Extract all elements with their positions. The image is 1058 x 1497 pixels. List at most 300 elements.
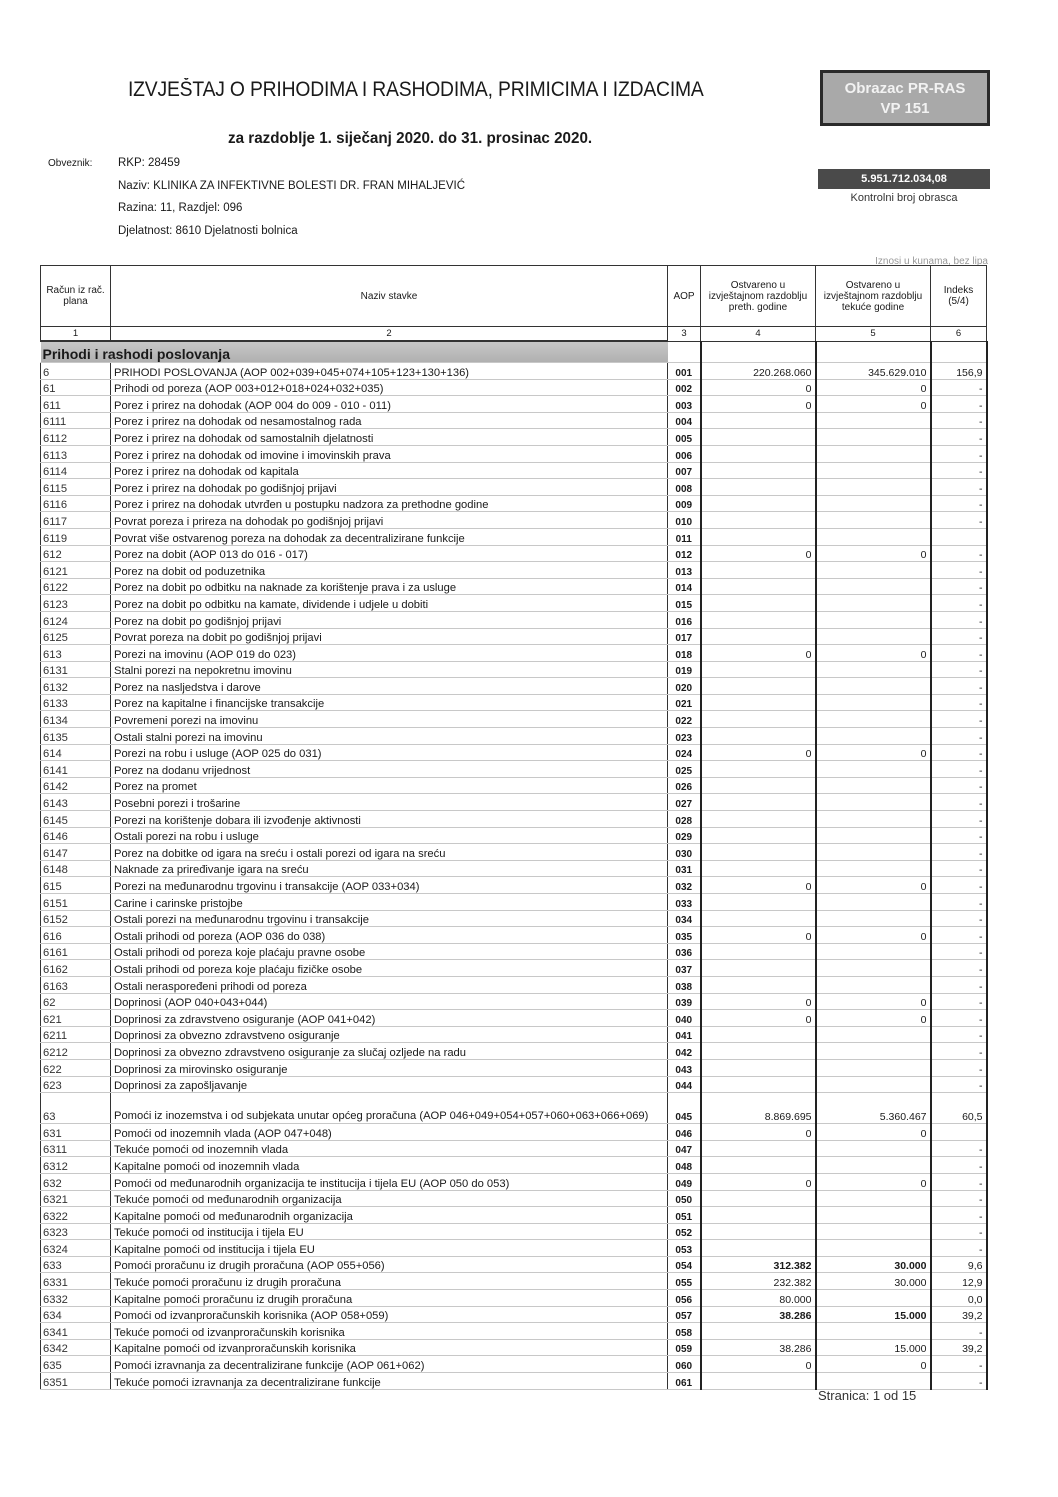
account-cell: 6323: [41, 1223, 111, 1240]
account-cell: 6351: [41, 1373, 111, 1390]
curr-year-value: 0: [816, 645, 931, 662]
aop-cell: 048: [668, 1157, 701, 1174]
curr-year-value: [816, 1059, 931, 1076]
table-row: [41, 512, 987, 529]
form-code-line2: VP 151: [880, 100, 930, 117]
account-cell: 6142: [41, 777, 111, 794]
account-cell: 6119: [41, 528, 111, 545]
prev-year-value: [701, 1026, 816, 1043]
aop-cell: 010: [668, 512, 701, 529]
table-row: [41, 661, 987, 678]
item-name-cell: Doprinosi za obvezno zdravstveno osiguranje: [111, 1026, 668, 1043]
item-name-cell: Kapitalne pomoći proračunu iz drugih proračuna: [111, 1290, 668, 1307]
prev-year-value: [701, 1043, 816, 1060]
item-name-cell: Ostali prihodi od poreza (AOP 036 do 038): [111, 927, 668, 944]
aop-cell: 008: [668, 479, 701, 496]
index-value: -: [931, 396, 987, 413]
account-cell: 632: [41, 1173, 111, 1190]
account-cell: 613: [41, 645, 111, 662]
prev-year-value: [701, 595, 816, 612]
aop-cell: 040: [668, 1010, 701, 1027]
item-name-cell: Kapitalne pomoći od izvanproračunskih korisnika: [111, 1339, 668, 1356]
aop-cell: 045: [668, 1093, 701, 1124]
index-value: -: [931, 445, 987, 462]
item-name-cell: Porez na promet: [111, 777, 668, 794]
curr-year-value: 30.000: [816, 1273, 931, 1290]
index-value: -: [931, 1190, 987, 1207]
curr-year-value: [816, 976, 931, 993]
units-note: Iznosi u kunama, bez lipa: [875, 256, 988, 267]
item-name-cell: Pomoći iz inozemstva i od subjekata unutar općeg proračuna (AOP 046+049+054+057+060+063+066+069): [111, 1093, 668, 1124]
aop-cell: 053: [668, 1240, 701, 1257]
account-cell: 6143: [41, 794, 111, 811]
prev-year-value: [701, 910, 816, 927]
aop-cell: 015: [668, 595, 701, 612]
table-row: [41, 611, 987, 628]
col-header-prev-year: Ostvareno u izvještajnom razdoblju preth. godine: [701, 266, 816, 327]
index-value: [931, 1124, 987, 1141]
aop-cell: 059: [668, 1339, 701, 1356]
prev-year-value: [701, 445, 816, 462]
table-row: [41, 877, 987, 894]
item-name-cell: Porezi na međunarodnu trgovinu i transakcije (AOP 033+034): [111, 877, 668, 894]
account-cell: 6145: [41, 811, 111, 828]
item-name-cell: Povrat poreza na dobit po godišnjoj prijavi: [111, 628, 668, 645]
index-value: -: [931, 744, 987, 761]
prev-year-value: 0: [701, 1124, 816, 1141]
aop-cell: 046: [668, 1124, 701, 1141]
account-cell: 6163: [41, 976, 111, 993]
aop-cell: 047: [668, 1140, 701, 1157]
aop-cell: 032: [668, 877, 701, 894]
curr-year-value: [816, 661, 931, 678]
account-cell: 6152: [41, 910, 111, 927]
item-name-cell: Doprinosi za zapošljavanje: [111, 1076, 668, 1093]
curr-year-value: [816, 1323, 931, 1340]
curr-year-value: [816, 844, 931, 861]
table-row: [41, 894, 987, 911]
item-name-cell: Ostali porezi na robu i usluge: [111, 827, 668, 844]
curr-year-value: [816, 578, 931, 595]
prev-year-value: [701, 777, 816, 794]
index-value: -: [931, 860, 987, 877]
prev-year-value: [701, 429, 816, 446]
account-cell: 6116: [41, 495, 111, 512]
prev-year-value: [701, 1373, 816, 1390]
curr-year-value: [816, 1157, 931, 1174]
curr-year-value: 0: [816, 993, 931, 1010]
prev-year-value: 8.869.695: [701, 1093, 816, 1124]
aop-cell: 039: [668, 993, 701, 1010]
aop-cell: 007: [668, 462, 701, 479]
account-cell: 634: [41, 1306, 111, 1323]
account-cell: 6331: [41, 1273, 111, 1290]
prev-year-value: [701, 628, 816, 645]
account-cell: 6131: [41, 661, 111, 678]
index-value: -: [931, 429, 987, 446]
item-name-cell: Pomoći od izvanproračunskih korisnika (AOP 058+059): [111, 1306, 668, 1323]
table-row: [41, 910, 987, 927]
curr-year-value: [816, 628, 931, 645]
aop-cell: 061: [668, 1373, 701, 1390]
item-name-cell: Posebni porezi i trošarine: [111, 794, 668, 811]
index-value: -: [931, 960, 987, 977]
account-cell: 6161: [41, 943, 111, 960]
table-row: [41, 363, 987, 380]
table-row: [41, 694, 987, 711]
index-value: -: [931, 694, 987, 711]
prev-year-value: [701, 562, 816, 579]
aop-cell: 004: [668, 412, 701, 429]
aop-cell: 060: [668, 1356, 701, 1373]
index-value: -: [931, 379, 987, 396]
account-cell: 6122: [41, 578, 111, 595]
prev-year-value: [701, 860, 816, 877]
table-row: [41, 1323, 987, 1340]
index-value: 39,2: [931, 1339, 987, 1356]
prev-year-value: [701, 462, 816, 479]
item-name-cell: Naknade za priređivanje igara na sreću: [111, 860, 668, 877]
index-value: -: [931, 578, 987, 595]
aop-cell: 022: [668, 711, 701, 728]
index-value: -: [931, 661, 987, 678]
prev-year-value: [701, 528, 816, 545]
item-name-cell: Tekuće pomoći od međunarodnih organizacija: [111, 1190, 668, 1207]
section-row: [41, 341, 987, 363]
aop-cell: 052: [668, 1223, 701, 1240]
item-name-cell: Porez i prirez na dohodak od nesamostalnog rada: [111, 412, 668, 429]
table-row: [41, 1256, 987, 1273]
item-name-cell: Kapitalne pomoći od međunarodnih organizacija: [111, 1207, 668, 1224]
table-row: [41, 495, 987, 512]
aop-cell: 028: [668, 811, 701, 828]
item-name-cell: Doprinosi (AOP 040+043+044): [111, 993, 668, 1010]
prev-year-value: [701, 794, 816, 811]
index-value: -: [931, 1173, 987, 1190]
col-header-index: Indeks (5/4): [931, 266, 987, 327]
col-num-6: 6: [931, 327, 987, 342]
item-name-cell: Ostali prihodi od poreza koje plaćaju pravne osobe: [111, 943, 668, 960]
item-name-cell: Doprinosi za mirovinsko osiguranje: [111, 1059, 668, 1076]
aop-cell: 035: [668, 927, 701, 944]
index-value: -: [931, 910, 987, 927]
curr-year-value: [816, 827, 931, 844]
account-cell: 631: [41, 1124, 111, 1141]
index-value: -: [931, 545, 987, 562]
account-cell: 633: [41, 1256, 111, 1273]
account-cell: 6212: [41, 1043, 111, 1060]
account-cell: 6117: [41, 512, 111, 529]
table-row: [41, 1076, 987, 1093]
table-row: [41, 993, 987, 1010]
account-cell: 612: [41, 545, 111, 562]
item-name-cell: Kapitalne pomoći od institucija i tijela EU: [111, 1240, 668, 1257]
account-cell: 616: [41, 927, 111, 944]
item-name-cell: Ostali neraspoređeni prihodi od poreza: [111, 976, 668, 993]
curr-year-value: 0: [816, 1010, 931, 1027]
prev-year-value: [701, 728, 816, 745]
item-name-cell: Porez na nasljedstva i darove: [111, 678, 668, 695]
account-cell: 6151: [41, 894, 111, 911]
account-cell: 622: [41, 1059, 111, 1076]
aop-cell: 001: [668, 363, 701, 380]
account-cell: 6162: [41, 960, 111, 977]
table-row: [41, 811, 987, 828]
taxpayer-rkp: RKP: 28459: [118, 157, 181, 169]
item-name-cell: Porez na dodanu vrijednost: [111, 761, 668, 778]
aop-cell: 031: [668, 860, 701, 877]
curr-year-value: [816, 479, 931, 496]
curr-year-value: [816, 1076, 931, 1093]
curr-year-value: [816, 960, 931, 977]
table-row: [41, 844, 987, 861]
account-cell: 6146: [41, 827, 111, 844]
account-cell: 6: [41, 363, 111, 380]
table-row: [41, 761, 987, 778]
index-value: -: [931, 1240, 987, 1257]
aop-cell: 029: [668, 827, 701, 844]
col-num-1: 1: [41, 327, 111, 342]
account-cell: 6148: [41, 860, 111, 877]
prev-year-value: [701, 694, 816, 711]
account-cell: 6312: [41, 1157, 111, 1174]
curr-year-value: [816, 943, 931, 960]
col-header-account: Račun iz rač. plana: [41, 266, 111, 327]
table-row: [41, 1290, 987, 1307]
account-cell: 6342: [41, 1339, 111, 1356]
curr-year-value: [816, 811, 931, 828]
table-row: [41, 528, 987, 545]
index-value: -: [931, 1157, 987, 1174]
index-value: -: [931, 479, 987, 496]
account-cell: 6211: [41, 1026, 111, 1043]
aop-cell: 041: [668, 1026, 701, 1043]
form-code-line1: Obrazac PR-RAS: [844, 80, 966, 97]
aop-cell: 017: [668, 628, 701, 645]
col-num-4: 4: [701, 327, 816, 342]
table-row: [41, 711, 987, 728]
account-cell: 62: [41, 993, 111, 1010]
account-cell: 6311: [41, 1140, 111, 1157]
prev-year-value: [701, 1323, 816, 1340]
prev-year-value: 0: [701, 1173, 816, 1190]
curr-year-value: [816, 860, 931, 877]
index-value: -: [931, 1207, 987, 1224]
index-value: -: [931, 1026, 987, 1043]
table-row: [41, 927, 987, 944]
control-number-label: Kontrolni broj obrasca: [850, 192, 958, 204]
account-cell: 6341: [41, 1323, 111, 1340]
index-value: -: [931, 777, 987, 794]
index-value: -: [931, 844, 987, 861]
index-value: -: [931, 927, 987, 944]
aop-cell: 026: [668, 777, 701, 794]
item-name-cell: Doprinosi za obvezno zdravstveno osiguranje za slučaj ozljede na radu: [111, 1043, 668, 1060]
curr-year-value: 15.000: [816, 1306, 931, 1323]
aop-cell: 002: [668, 379, 701, 396]
aop-cell: 005: [668, 429, 701, 446]
aop-cell: 058: [668, 1323, 701, 1340]
table-row: [41, 1273, 987, 1290]
prev-year-value: [701, 611, 816, 628]
aop-cell: 036: [668, 943, 701, 960]
index-value: -: [931, 1140, 987, 1157]
table-row: [41, 578, 987, 595]
prev-year-value: [701, 495, 816, 512]
table-row: [41, 1059, 987, 1076]
item-name-cell: Porez i prirez na dohodak od samostalnih djelatnosti: [111, 429, 668, 446]
prev-year-value: [701, 1076, 816, 1093]
prev-year-value: [701, 811, 816, 828]
col-num-5: 5: [816, 327, 931, 342]
prev-year-value: 0: [701, 379, 816, 396]
item-name-cell: Pomoći izravnanja za decentralizirane funkcije (AOP 061+062): [111, 1356, 668, 1373]
aop-cell: 003: [668, 396, 701, 413]
account-cell: 6135: [41, 728, 111, 745]
item-name-cell: Porezi na imovinu (AOP 019 do 023): [111, 645, 668, 662]
table-row: [41, 545, 987, 562]
item-name-cell: Pomoći od međunarodnih organizacija te institucija i tijela EU (AOP 050 do 053): [111, 1173, 668, 1190]
aop-cell: 033: [668, 894, 701, 911]
curr-year-value: [816, 1290, 931, 1307]
prev-year-value: [701, 512, 816, 529]
curr-year-value: [816, 562, 931, 579]
item-name-cell: Porezi na korištenje dobara ili izvođenje aktivnosti: [111, 811, 668, 828]
item-name-cell: Porez i prirez na dohodak od kapitala: [111, 462, 668, 479]
index-value: -: [931, 976, 987, 993]
curr-year-value: [816, 694, 931, 711]
table-row: [41, 777, 987, 794]
table-row: [41, 1240, 987, 1257]
aop-cell: 006: [668, 445, 701, 462]
prev-year-value: 0: [701, 645, 816, 662]
account-cell: 6125: [41, 628, 111, 645]
table-row: [41, 943, 987, 960]
curr-year-value: 0: [816, 927, 931, 944]
index-value: -: [931, 1223, 987, 1240]
aop-cell: 051: [668, 1207, 701, 1224]
table-header-row: [41, 266, 987, 327]
prev-year-value: [701, 578, 816, 595]
prev-year-value: 0: [701, 744, 816, 761]
item-name-cell: Tekuće pomoći izravnanja za decentralizirane funkcije: [111, 1373, 668, 1390]
account-cell: 621: [41, 1010, 111, 1027]
account-cell: 6322: [41, 1207, 111, 1224]
item-name-cell: Porez i prirez na dohodak utvrđen u postupku nadzora za prethodne godine: [111, 495, 668, 512]
prev-year-value: [701, 1157, 816, 1174]
item-name-cell: PRIHODI POSLOVANJA (AOP 002+039+045+074+105+123+130+136): [111, 363, 668, 380]
aop-cell: 019: [668, 661, 701, 678]
item-name-cell: Pomoći proračunu iz drugih proračuna (AOP 055+056): [111, 1256, 668, 1273]
index-value: 9,6: [931, 1256, 987, 1273]
prev-year-value: 38.286: [701, 1306, 816, 1323]
aop-cell: 056: [668, 1290, 701, 1307]
account-cell: 6133: [41, 694, 111, 711]
table-row: [41, 1373, 987, 1390]
account-cell: 6123: [41, 595, 111, 612]
curr-year-value: [816, 761, 931, 778]
prev-year-value: [701, 711, 816, 728]
index-value: -: [931, 943, 987, 960]
index-value: -: [931, 678, 987, 695]
prev-year-value: [701, 960, 816, 977]
index-value: -: [931, 1356, 987, 1373]
item-name-cell: Carine i carinske pristojbe: [111, 894, 668, 911]
table-row: [41, 1093, 987, 1124]
col-num-3: 3: [668, 327, 701, 342]
control-number: 5.951.712.034,08: [818, 169, 990, 189]
prev-year-value: 0: [701, 545, 816, 562]
index-value: 60,5: [931, 1093, 987, 1124]
item-name-cell: Stalni porezi na nepokretnu imovinu: [111, 661, 668, 678]
form-code-box: [820, 70, 990, 126]
index-value: -: [931, 1323, 987, 1340]
aop-cell: 013: [668, 562, 701, 579]
aop-cell: 038: [668, 976, 701, 993]
index-value: -: [931, 1043, 987, 1060]
account-cell: 6114: [41, 462, 111, 479]
table-row: [41, 412, 987, 429]
curr-year-value: [816, 777, 931, 794]
index-value: -: [931, 1373, 987, 1390]
aop-cell: 012: [668, 545, 701, 562]
item-name-cell: Porez na dobit po odbitku na naknade za korištenje prava i za usluge: [111, 578, 668, 595]
curr-year-value: 0: [816, 379, 931, 396]
curr-year-value: 0: [816, 877, 931, 894]
table-row: [41, 479, 987, 496]
index-value: -: [931, 761, 987, 778]
col-header-name: Naziv stavke: [111, 266, 668, 327]
curr-year-value: 0: [816, 1356, 931, 1373]
index-value: -: [931, 993, 987, 1010]
prev-year-value: 80.000: [701, 1290, 816, 1307]
table-row: [41, 1306, 987, 1323]
prev-year-value: [701, 661, 816, 678]
item-name-cell: Porez i prirez na dohodak od imovine i imovinskih prava: [111, 445, 668, 462]
index-value: -: [931, 595, 987, 612]
curr-year-value: [816, 611, 931, 628]
table-row: [41, 595, 987, 612]
aop-cell: 018: [668, 645, 701, 662]
prev-year-value: [701, 844, 816, 861]
curr-year-value: [816, 1043, 931, 1060]
account-cell: 63: [41, 1093, 111, 1124]
account-cell: 635: [41, 1356, 111, 1373]
prev-year-value: [701, 1240, 816, 1257]
index-value: -: [931, 877, 987, 894]
account-cell: 6141: [41, 761, 111, 778]
index-value: -: [931, 894, 987, 911]
prev-year-value: [701, 1059, 816, 1076]
section-title: Prihodi i rashodi poslovanja: [41, 341, 668, 363]
table-row: [41, 429, 987, 446]
aop-cell: 021: [668, 694, 701, 711]
aop-cell: 037: [668, 960, 701, 977]
report-table: [40, 265, 988, 1390]
index-value: -: [931, 645, 987, 662]
prev-year-value: 312.382: [701, 1256, 816, 1273]
account-cell: 6324: [41, 1240, 111, 1257]
table-row: [41, 628, 987, 645]
aop-cell: 020: [668, 678, 701, 695]
table-row: [41, 1043, 987, 1060]
index-value: -: [931, 512, 987, 529]
curr-year-value: [816, 528, 931, 545]
taxpayer-activity: Djelatnost: 8610 Djelatnosti bolnica: [118, 225, 298, 237]
curr-year-value: [816, 445, 931, 462]
item-name-cell: Ostali porezi na međunarodnu trgovinu i transakcije: [111, 910, 668, 927]
table-row: [41, 1010, 987, 1027]
